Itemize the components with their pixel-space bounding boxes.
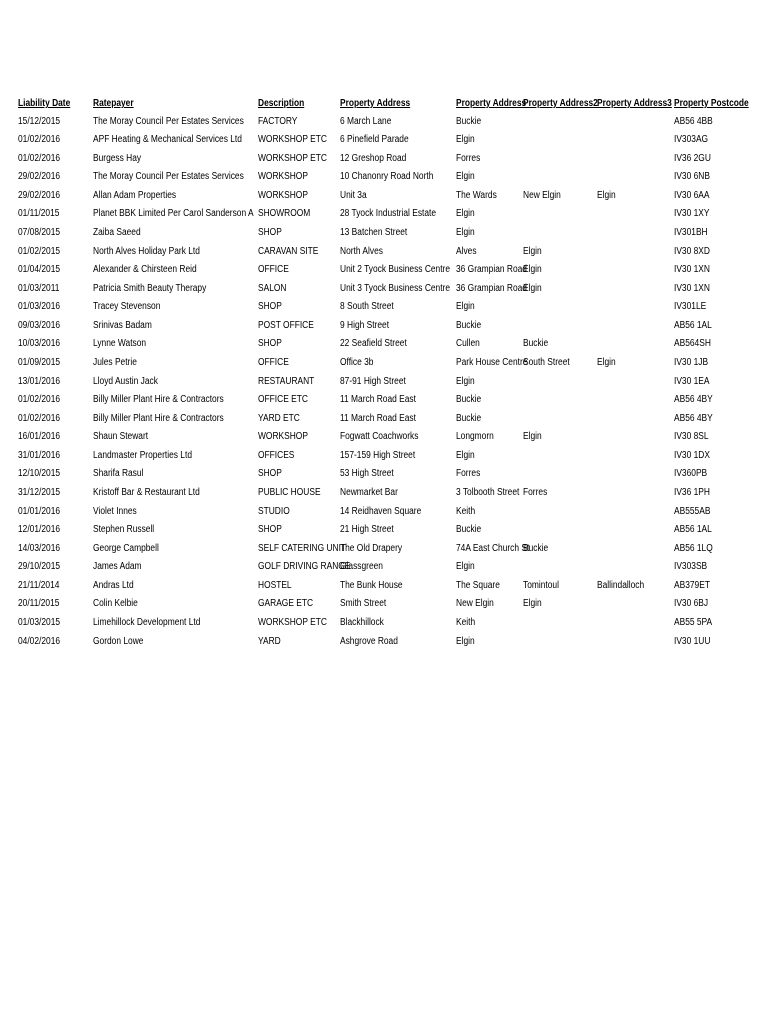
cell-description: CARAVAN SITE <box>258 246 319 257</box>
cell-property-postcode: IV301BH <box>674 227 708 238</box>
cell-property-address-1: Elgin <box>456 376 475 387</box>
cell-ratepayer: Gordon Lowe <box>93 636 144 647</box>
cell-property-address: 14 Reidhaven Square <box>340 506 422 517</box>
cell-property-address: 10 Chanonry Road North <box>340 171 434 182</box>
cell-property-address2: Forres <box>523 487 548 498</box>
cell-property-address-1: The Wards <box>456 190 497 201</box>
cell-property-postcode: AB555AB <box>674 506 711 517</box>
cell-property-postcode: IV360PB <box>674 468 708 479</box>
cell-property-address-1: Buckie <box>456 394 482 405</box>
cell-description: SHOP <box>258 227 282 238</box>
cell-property-address-1: Buckie <box>456 116 482 127</box>
cell-property-address: Unit 3 Tyock Business Centre <box>340 283 451 294</box>
cell-property-postcode: IV30 8SL <box>674 431 709 442</box>
cell-description: WORKSHOP ETC <box>258 134 327 145</box>
cell-property-postcode: IV30 6AA <box>674 190 710 201</box>
header-property-address2: Property Address2 <box>523 98 598 109</box>
cell-property-address-1: Keith <box>456 617 476 628</box>
cell-property-address: 22 Seafield Street <box>340 338 407 349</box>
cell-liability-date: 01/03/2016 <box>18 301 61 312</box>
cell-description: WORKSHOP ETC <box>258 153 327 164</box>
cell-property-postcode: IV30 1XN <box>674 283 710 294</box>
cell-liability-date: 16/01/2016 <box>18 431 61 442</box>
cell-ratepayer: Colin Kelbie <box>93 598 138 609</box>
cell-property-address2: Buckie <box>523 338 549 349</box>
cell-property-address-1: Elgin <box>456 227 475 238</box>
cell-description: SHOWROOM <box>258 208 311 219</box>
cell-liability-date: 14/03/2016 <box>18 543 61 554</box>
cell-property-address2: South Street <box>523 357 570 368</box>
cell-property-address: 21 High Street <box>340 524 394 535</box>
cell-property-address: Newmarket Bar <box>340 487 398 498</box>
cell-property-address: 6 March Lane <box>340 116 392 127</box>
cell-property-address2: Elgin <box>523 246 542 257</box>
cell-liability-date: 29/02/2016 <box>18 190 61 201</box>
cell-property-address-1: Elgin <box>456 208 475 219</box>
cell-property-address: 6 Pinefield Parade <box>340 134 409 145</box>
cell-liability-date: 01/01/2016 <box>18 506 61 517</box>
cell-ratepayer: Planet BBK Limited Per Carol Sanderson A <box>93 208 254 219</box>
cell-property-address: 87-91 High Street <box>340 376 406 387</box>
cell-property-postcode: AB56 4BY <box>674 394 713 405</box>
cell-description: POST OFFICE <box>258 320 314 331</box>
cell-property-address: 9 High Street <box>340 320 390 331</box>
cell-property-address: Fogwatt Coachworks <box>340 431 419 442</box>
cell-ratepayer: Sharifa Rasul <box>93 468 144 479</box>
cell-ratepayer: Andras Ltd <box>93 580 134 591</box>
cell-liability-date: 29/02/2016 <box>18 171 61 182</box>
cell-property-address-1: Buckie <box>456 524 482 535</box>
cell-description: OFFICE ETC <box>258 394 308 405</box>
cell-description: SHOP <box>258 338 282 349</box>
cell-property-address: Smith Street <box>340 598 387 609</box>
cell-property-postcode: IV30 1DX <box>674 450 710 461</box>
cell-liability-date: 01/03/2011 <box>18 283 60 294</box>
cell-property-address-1: 36 Grampian Road <box>456 264 527 275</box>
cell-property-address2: Elgin <box>523 264 542 275</box>
cell-ratepayer: Landmaster Properties Ltd <box>93 450 192 461</box>
cell-ratepayer: Violet Innes <box>93 506 137 517</box>
cell-property-address: Blackhillock <box>340 617 384 628</box>
cell-property-address-1: Elgin <box>456 301 475 312</box>
cell-property-postcode: AB56 1LQ <box>674 543 713 554</box>
cell-liability-date: 01/02/2016 <box>18 153 61 164</box>
cell-description: SELF CATERING UNIT <box>258 543 347 554</box>
cell-property-address-1: Longmorn <box>456 431 494 442</box>
cell-property-address-1: The Square <box>456 580 500 591</box>
cell-property-address-1: New Elgin <box>456 598 494 609</box>
header-description: Description <box>258 98 305 109</box>
cell-liability-date: 13/01/2016 <box>18 376 61 387</box>
cell-description: OFFICE <box>258 357 289 368</box>
cell-liability-date: 09/03/2016 <box>18 320 61 331</box>
cell-liability-date: 01/02/2015 <box>18 246 61 257</box>
cell-description: HOSTEL <box>258 580 292 591</box>
cell-property-postcode: AB564SH <box>674 338 711 349</box>
cell-property-postcode: IV30 1XY <box>674 208 710 219</box>
cell-property-postcode: IV30 6BJ <box>674 598 709 609</box>
cell-property-postcode: IV301LE <box>674 301 707 312</box>
cell-property-address-1: Elgin <box>456 171 475 182</box>
cell-liability-date: 01/11/2015 <box>18 208 60 219</box>
cell-liability-date: 01/09/2015 <box>18 357 61 368</box>
cell-description: WORKSHOP <box>258 190 308 201</box>
cell-ratepayer: Zaiba Saeed <box>93 227 141 238</box>
cell-ratepayer: The Moray Council Per Estates Services <box>93 116 244 127</box>
cell-property-address: Ashgrove Road <box>340 636 398 647</box>
cell-liability-date: 04/02/2016 <box>18 636 61 647</box>
cell-liability-date: 01/02/2016 <box>18 394 61 405</box>
cell-property-address: 11 March Road East <box>340 394 416 405</box>
cell-ratepayer: Burgess Hay <box>93 153 142 164</box>
cell-property-postcode: IV30 1XN <box>674 264 710 275</box>
cell-ratepayer: Allan Adam Properties <box>93 190 177 201</box>
cell-property-address-1: Elgin <box>456 561 475 572</box>
header-property-address: Property Address <box>340 98 411 109</box>
cell-property-address-1: Buckie <box>456 413 482 424</box>
cell-property-address: Glassgreen <box>340 561 383 572</box>
cell-property-address: The Old Drapery <box>340 543 403 554</box>
cell-property-address-1: Alves <box>456 246 477 257</box>
cell-property-address2: Buckie <box>523 543 549 554</box>
cell-ratepayer: Patricia Smith Beauty Therapy <box>93 283 207 294</box>
cell-property-address-1: Buckie <box>456 320 482 331</box>
cell-property-address: 12 Greshop Road <box>340 153 407 164</box>
cell-ratepayer: James Adam <box>93 561 142 572</box>
cell-description: SHOP <box>258 301 282 312</box>
cell-description: SALON <box>258 283 287 294</box>
cell-property-address-1: 3 Tolbooth Street <box>456 487 520 498</box>
cell-liability-date: 01/02/2016 <box>18 134 61 145</box>
cell-property-postcode: AB55 5PA <box>674 617 713 628</box>
cell-property-postcode: IV36 1PH <box>674 487 710 498</box>
cell-property-address2: Tomintoul <box>523 580 559 591</box>
cell-property-postcode: IV30 1EA <box>674 376 710 387</box>
cell-property-address-1: Elgin <box>456 450 475 461</box>
cell-property-postcode: IV30 6NB <box>674 171 710 182</box>
cell-liability-date: 29/10/2015 <box>18 561 61 572</box>
cell-liability-date: 10/03/2016 <box>18 338 61 349</box>
cell-ratepayer: Limehillock Development Ltd <box>93 617 201 628</box>
cell-description: WORKSHOP <box>258 431 308 442</box>
cell-liability-date: 12/10/2015 <box>18 468 61 479</box>
cell-liability-date: 01/02/2016 <box>18 413 61 424</box>
header-property-postcode: Property Postcode <box>674 98 749 109</box>
cell-ratepayer: Srinivas Badam <box>93 320 152 331</box>
cell-ratepayer: Alexander & Chirsteen Reid <box>93 264 197 275</box>
cell-property-postcode: IV30 8XD <box>674 246 710 257</box>
cell-ratepayer: Kristoff Bar & Restaurant Ltd <box>93 487 200 498</box>
cell-property-postcode: IV303SB <box>674 561 708 572</box>
cell-liability-date: 07/08/2015 <box>18 227 61 238</box>
cell-ratepayer: Stephen Russell <box>93 524 155 535</box>
cell-property-postcode: IV36 2GU <box>674 153 711 164</box>
cell-property-address: 8 South Street <box>340 301 394 312</box>
cell-ratepayer: Billy Miller Plant Hire & Contractors <box>93 394 224 405</box>
cell-description: PUBLIC HOUSE <box>258 487 321 498</box>
cell-property-address3: Elgin <box>597 190 616 201</box>
cell-property-address-1: Elgin <box>456 134 475 145</box>
cell-liability-date: 01/04/2015 <box>18 264 61 275</box>
cell-description: YARD ETC <box>258 413 300 424</box>
cell-property-address3: Ballindalloch <box>597 580 645 591</box>
cell-property-address: North Alves <box>340 246 383 257</box>
cell-description: OFFICE <box>258 264 289 275</box>
cell-description: WORKSHOP <box>258 171 308 182</box>
cell-liability-date: 20/11/2015 <box>18 598 60 609</box>
cell-property-address2: New Elgin <box>523 190 561 201</box>
cell-property-address2: Elgin <box>523 283 542 294</box>
cell-description: OFFICES <box>258 450 295 461</box>
cell-property-address-1: Cullen <box>456 338 480 349</box>
cell-liability-date: 01/03/2015 <box>18 617 61 628</box>
cell-description: FACTORY <box>258 116 298 127</box>
cell-description: SHOP <box>258 468 282 479</box>
cell-property-address: 11 March Road East <box>340 413 416 424</box>
cell-ratepayer: The Moray Council Per Estates Services <box>93 171 244 182</box>
cell-property-postcode: AB56 1AL <box>674 524 712 535</box>
cell-property-postcode: AB379ET <box>674 580 710 591</box>
cell-property-postcode: AB56 4BB <box>674 116 713 127</box>
cell-property-address-1: Keith <box>456 506 476 517</box>
cell-liability-date: 21/11/2014 <box>18 580 60 591</box>
cell-property-address: 13 Batchen Street <box>340 227 408 238</box>
cell-property-address: The Bunk House <box>340 580 403 591</box>
cell-property-postcode: IV303AG <box>674 134 709 145</box>
cell-ratepayer: Jules Petrie <box>93 357 137 368</box>
cell-property-address2: Elgin <box>523 431 542 442</box>
cell-liability-date: 31/01/2016 <box>18 450 61 461</box>
header-property-address-1: Property Address <box>456 98 527 109</box>
cell-property-address-1: Park House Centre <box>456 357 528 368</box>
cell-ratepayer: Shaun Stewart <box>93 431 149 442</box>
cell-property-address-1: Forres <box>456 468 481 479</box>
cell-property-postcode: AB56 1AL <box>674 320 712 331</box>
cell-ratepayer: Tracey Stevenson <box>93 301 161 312</box>
cell-property-address-1: Forres <box>456 153 481 164</box>
cell-property-address: Unit 2 Tyock Business Centre <box>340 264 451 275</box>
header-liability-date: Liability Date <box>18 98 71 109</box>
cell-ratepayer: North Alves Holiday Park Ltd <box>93 246 200 257</box>
cell-property-address-1: Elgin <box>456 636 475 647</box>
cell-ratepayer: George Campbell <box>93 543 159 554</box>
cell-ratepayer: Billy Miller Plant Hire & Contractors <box>93 413 224 424</box>
header-property-address3: Property Address3 <box>597 98 672 109</box>
cell-description: GARAGE ETC <box>258 598 314 609</box>
cell-description: GOLF DRIVING RANGE <box>258 561 351 572</box>
cell-property-address-1: 74A East Church St <box>456 543 530 554</box>
cell-property-postcode: IV30 1UU <box>674 636 711 647</box>
cell-property-postcode: AB56 4BY <box>674 413 713 424</box>
cell-liability-date: 15/12/2015 <box>18 116 61 127</box>
cell-ratepayer: Lloyd Austin Jack <box>93 376 158 387</box>
cell-property-address2: Elgin <box>523 598 542 609</box>
cell-property-address: 53 High Street <box>340 468 394 479</box>
cell-liability-date: 12/01/2016 <box>18 524 61 535</box>
cell-property-address-1: 36 Grampian Road <box>456 283 527 294</box>
cell-ratepayer: Lynne Watson <box>93 338 147 349</box>
cell-property-address3: Elgin <box>597 357 616 368</box>
header-ratepayer: Ratepayer <box>93 98 134 109</box>
cell-property-address: 28 Tyock Industrial Estate <box>340 208 437 219</box>
cell-ratepayer: APF Heating & Mechanical Services Ltd <box>93 134 242 145</box>
cell-property-postcode: IV30 1JB <box>674 357 709 368</box>
cell-description: YARD <box>258 636 281 647</box>
cell-description: RESTAURANT <box>258 376 315 387</box>
cell-description: WORKSHOP ETC <box>258 617 327 628</box>
cell-property-address: Office 3b <box>340 357 374 368</box>
cell-property-address: 157-159 High Street <box>340 450 416 461</box>
cell-property-address: Unit 3a <box>340 190 367 201</box>
cell-description: SHOP <box>258 524 282 535</box>
cell-liability-date: 31/12/2015 <box>18 487 61 498</box>
cell-description: STUDIO <box>258 506 290 517</box>
